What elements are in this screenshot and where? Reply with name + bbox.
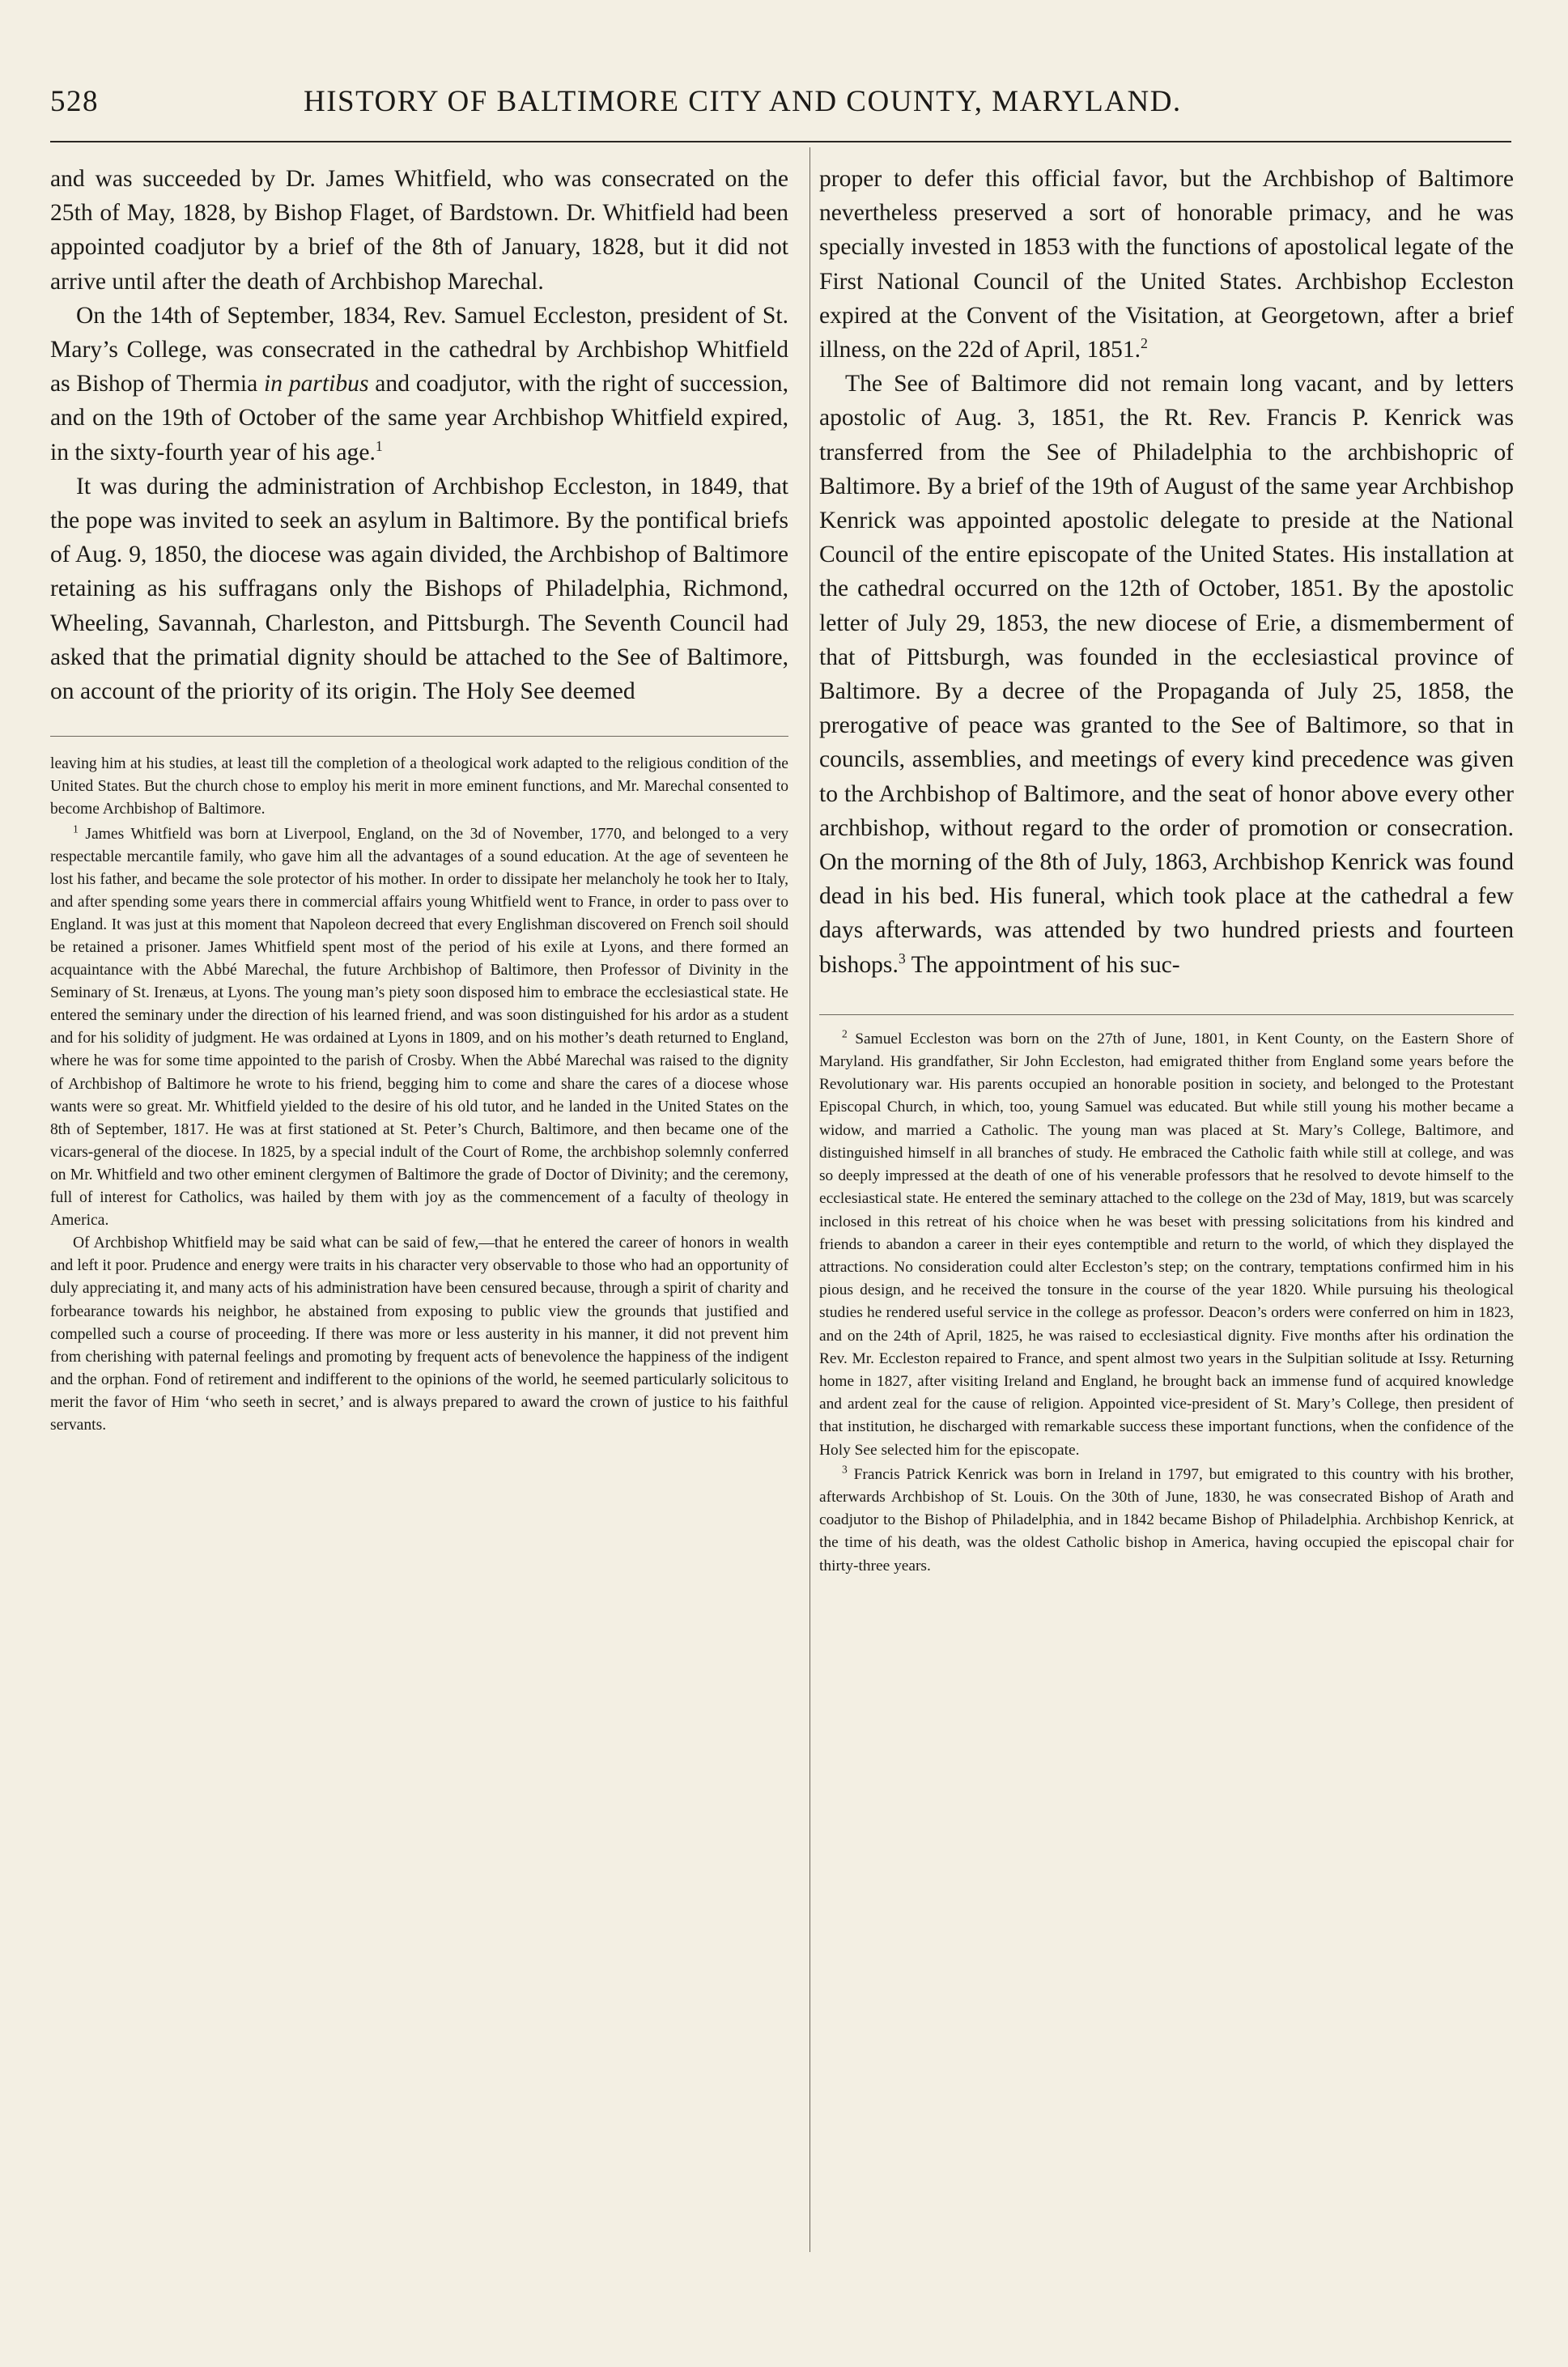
running-head (50, 84, 1511, 128)
footnote-text: Francis Patrick Kenrick was born in Ireland in 1797, but emigrated to this country with his brother, afterwards Archbishop of St. Louis. On the 30th of June, 1830, he was consecrated Bishop of Arath and coadjutor to the Bishop of Philadelphia, and in 1842 became Bishop of Philadelphia. Archbishop Kenrick, at the time of his death, was the oldest Catholic bishop in America, having occupied the episcopal chair for thirty-three years. (819, 1465, 1514, 1574)
footnote-reference: 2 (1141, 335, 1148, 352)
body-paragraph: and was succeeded by Dr. James Whitfield, who was consecrated on the 25th of May, 1828, by Bishop Flaget, of Bardstown. Dr. Whitfield had been appointed coadjutor by a brief of the 8th of January, 1828, but it did not arrive until after the death of Archbishop Marechal. (50, 166, 788, 295)
footnote-reference: 3 (898, 950, 906, 967)
footnote-marker: 1 (73, 822, 79, 835)
header-rule (50, 141, 1511, 142)
body-paragraph: It was during the administration of Archbishop Eccleston, in 1849, that the pope was invited to seek an asylum in Baltimore. By the pontifical briefs of Aug. 9, 1850, the diocese was again divided, the Archbishop of Baltimore retaining as his suffragans only the Bishops of Philadelphia, Richmond, Wheeling, Savannah, Charleston, and Pittsburgh. The Seventh Council had asked that the primatial dignity should be attached to the See of Baltimore, on account of the priority of its origin. The Holy See deemed (50, 473, 788, 705)
text-run: proper to defer this official favor, but the Archbishop of Baltimore nevertheless preserved a sort of honorable primacy, and he was specially invested in 1853 with the functions of apostolical legate of the First National Council of the United States. Archbishop Eccleston expired at the Convent of the Visitation, at Georgetown, after a brief illness, on the 22d of April, 1851. (819, 166, 1514, 363)
footnote-reference: 1 (375, 437, 383, 454)
footnote-rule (819, 1014, 1514, 1015)
left-footnotes (50, 753, 788, 1437)
body-paragraph (819, 367, 1514, 982)
left-body-text (50, 162, 788, 708)
right-body-text (819, 162, 1514, 982)
column-divider (809, 147, 810, 2252)
footnote-text: James Whitfield was born at Liverpool, England, on the 3d of November, 1770, and belonged to a very respectable mercantile family, who gave him all the advantages of a sound education. At the age of seventeen he lost his father, and became the sole protector of his mother. In order to dissipate her melancholy he took her to Italy, and after spending some years there in commercial affairs young Whitfield went to France, in order to pass over to England. It was just at this moment that Napoleon decreed that every Englishman discovered on French soil should be retained a prisoner. James Whitfield spent most of the period of his exile at Lyons, and there formed an acquaintance with the Abbé Marechal, the future Archbishop of Baltimore, then Professor of Divinity in the Seminary of St. Irenæus, at Lyons. The young man’s piety soon disposed him to embrace the ecclesiastical state. He entered the seminary under the direction of his learned friend, and was soon distinguished for his ardor as a student and for his solidity of judgment. He was ordained at Lyons in 1809, and on his mother’s death returned to England, where he was for some time appointed to the parish of Crosby. When the Abbé Marechal was raised to the dignity of Archbishop of Baltimore he wrote to his friend, begging him to come and share the cares of a diocese whose wants were so great. Mr. Whitfield yielded to the desire of his old tutor, and he landed in the United States on the 8th of September, 1817. He was at first stationed at St. Peter’s Church, Baltimore, and then became one of the vicars-general of the diocese. In 1825, by a special indult of the Court of Rome, the archbishop solemnly conferred on Mr. Whitfield and two other eminent clergymen of Baltimore the grade of Doctor of Divinity; and the ceremony, full of interest for Catholics, was hailed by them with joy as the commencement of a faculty of theology in America. (50, 825, 788, 1230)
left-column (50, 162, 788, 1437)
text-run: The See of Baltimore did not remain long vacant, and by letters apostolic of Aug. 3, 1851, the Rt. Rev. Francis P. Kenrick was transferred from the See of Philadelphia to the archbishopric of Baltimore. By a brief of the 19th of August of the same year Archbishop Kenrick was appointed apostolic delegate to preside at the National Council of the entire episcopate of the United States. His installation at the cathedral occurred on the 12th of October, 1851. By the apostolic letter of July 29, 1853, the new diocese of Erie, a dismemberment of that of Pittsburgh, was founded in the ecclesiastical province of Baltimore. By a decree of the Propaganda of July 25, 1858, the prerogative of peace was granted to the See of Baltimore, so that in councils, assemblies, and meetings of every kind precedence was given to the Archbishop of Baltimore, and the seat of honor above every other archbishop, without regard to the order of promotion or consecration. On the morning of the 8th of July, 1863, Archbishop Kenrick was found dead in his bed. His funeral, which took place at the cathedral a few days afterwards, was attended by two hundred priests and fourteen bishops. (819, 371, 1514, 978)
text-run: The appointment of his suc- (905, 951, 1180, 978)
running-title: HISTORY OF BALTIMORE CITY AND COUNTY, MARYLAND. (304, 85, 1182, 118)
italic-phrase: in partibus (264, 371, 369, 397)
footnote-rule (50, 736, 788, 737)
text-run: On the 14th of September, 1834, Rev. Samuel Eccleston, president of St. Mary’s College, was consecrated in the cathedral by Archbishop Whitfield as Bishop of Thermia (50, 302, 788, 397)
text-run: and coadjutor, with the right of succession, and on the 19th of October of the same year Archbishop Whitfield expired, in the sixty-fourth year of his age. (50, 371, 788, 465)
footnote-text: Samuel Eccleston was born on the 27th of June, 1801, in Kent County, on the Eastern Shore of Maryland. His grandfather, Sir John Eccleston, had emigrated thither from England some years before the Revolutionary war. His parents occupied an honorable position in society, and belonged to the Protestant Episcopal Church, in which, too, young Samuel was educated. But while still young his mother became a widow, and married a Catholic. The young man was placed at St. Mary’s College, Baltimore, and distinguished himself in all branches of study. He embraced the Catholic faith while still at college, and was so deeply impressed at the death of one of his venerable professors that he resolved to devote himself to the ecclesiastical state. He entered the seminary attached to the college on the 23d of May, 1819, but was scarcely inclosed in this retreat of his choice when he was beset with pressing solicitations from his kindred and friends to abandon a career in their eyes contemptible and return to the world, of which they displayed the attractions. No consideration could alter Eccleston’s step; on the contrary, temptations confirmed him in his pious design, and he received the tonsure in the course of the year 1820. While pursuing his theological studies he rendered useful service in the college as professor. Deacon’s orders were conferred on him in 1823, and on the 24th of April, 1825, he was raised to ecclesiastical dignity. Five months after his ordination the Rev. Mr. Eccleston repaired to France, and spent almost two years in the Sulpitian solitude at Issy. Returning home in 1827, after visiting Ireland and England, he brought back an immense fund of acquired knowledge and ardent zeal for the cause of religion. Appointed vice-president of St. Mary’s College, then president of that institution, he discharged with remarkable success these important functions, when the confidence of the Holy See selected him for the episcopate. (819, 1030, 1514, 1459)
page-number: 528 (50, 85, 99, 118)
body-paragraph (819, 162, 1514, 367)
footnote-continuation: leaving him at his studies, at least till the completion of a theological work adapted to the religious condition of the United States. But the church chose to employ his merit in more eminent functions, and Mr. Marechal consented to become Archbishop of Baltimore. (50, 755, 788, 818)
right-footnotes (819, 1028, 1514, 1578)
footnote-1 (50, 823, 788, 1233)
footnote-2 (819, 1028, 1514, 1462)
footnote-1-continued: Of Archbishop Whitfield may be said what can be said of few,—that he entered the career of honors in wealth and left it poor. Prudence and energy were traits in his character very observable to those who had an opportunity of duly appreciating it, and many acts of his administration have been censured because, through a spirit of charity and forbearance towards his neighbor, he abstained from exposing to public view the grounds that justified and compelled such a course of proceeding. If there was more or less austerity in his manner, it did not prevent him from cherishing with paternal feelings and promoting by frequent acts of benevolence the happiness of the indigent and the orphan. Fond of retirement and indifferent to the opinions of the world, he seemed particularly solicitous to merit the favor of Him ‘who seeth in secret,’ and is always prepared to award the crown of justice to his faithful servants. (50, 1234, 788, 1434)
right-column (819, 162, 1514, 1578)
footnote-3 (819, 1464, 1514, 1578)
footnote-marker: 2 (842, 1027, 848, 1040)
body-paragraph (50, 299, 788, 470)
footnote-marker: 3 (842, 1463, 848, 1476)
